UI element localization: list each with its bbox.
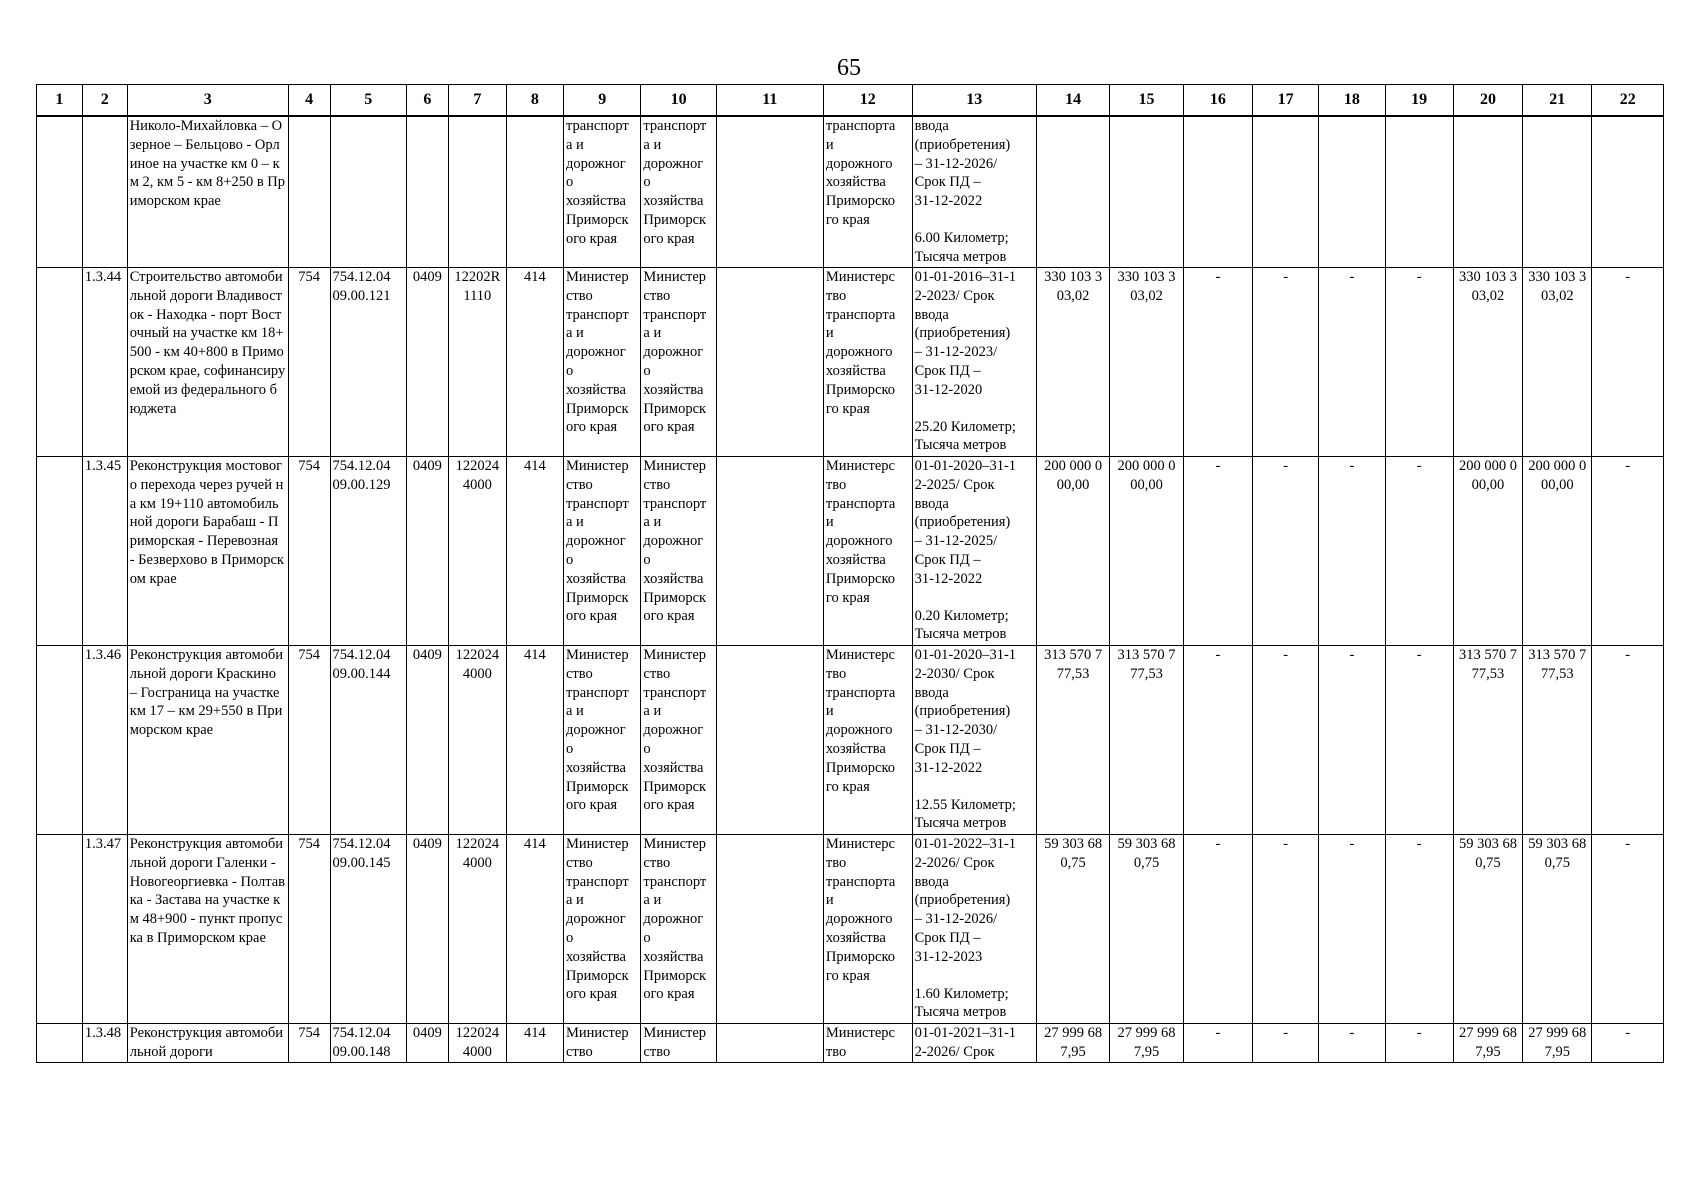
cell-customer: Министер ство bbox=[563, 1024, 640, 1063]
col-header: 10 bbox=[641, 85, 716, 117]
cell-dash bbox=[1385, 116, 1453, 268]
cell-dash: - bbox=[1385, 646, 1453, 835]
col-header: 17 bbox=[1253, 85, 1319, 117]
cell-type: 414 bbox=[506, 268, 563, 457]
cell-num bbox=[37, 1024, 83, 1063]
cell-customer: Министер ство транспорт а и дорожног о хозяйства Приморск ого края bbox=[563, 646, 640, 835]
dates-text: 01-01-2016–31-1 2-2023/ Срок ввода (приобретения) – 31-12-2023/ Срок ПД – 31-12-2020 bbox=[914, 269, 1017, 398]
cell-amount: 59 303 68 0,75 bbox=[1036, 835, 1109, 1024]
cell-target bbox=[448, 116, 506, 268]
table-row bbox=[37, 1024, 1664, 1063]
cell-dash: - bbox=[1253, 835, 1319, 1024]
cell-dash: - bbox=[1592, 835, 1664, 1024]
col-header: 11 bbox=[716, 85, 823, 117]
cell-section: 0409 bbox=[407, 835, 449, 1024]
cell-c11 bbox=[716, 1024, 823, 1063]
capacity-text: 6.00 Километр; Тысяча метров bbox=[914, 229, 1009, 265]
table-row bbox=[37, 646, 1664, 835]
cell-num bbox=[37, 835, 83, 1024]
cell-dash: - bbox=[1319, 457, 1385, 646]
cell-obj-code: 754.12.04 09.00.145 bbox=[330, 835, 406, 1024]
cell-code: 1.3.44 bbox=[82, 268, 127, 457]
cell-type: 414 bbox=[506, 1024, 563, 1063]
capacity-text: 12.55 Километр; Тысяча метров bbox=[914, 796, 1016, 832]
col-header: 7 bbox=[448, 85, 506, 117]
cell-amount: 330 103 3 03,02 bbox=[1110, 268, 1183, 457]
cell-dash: - bbox=[1319, 1024, 1385, 1063]
cell-developer: транспорт а и дорожног о хозяйства Приморск ого края bbox=[641, 116, 716, 268]
cell-owner: транспорта и дорожного хозяйства Приморско го края bbox=[823, 116, 912, 268]
cell-developer: Министер ство транспорт а и дорожног о хозяйства Приморск ого края bbox=[641, 646, 716, 835]
col-header: 21 bbox=[1523, 85, 1592, 117]
cell-dash: - bbox=[1183, 1024, 1252, 1063]
header-row bbox=[37, 85, 1664, 117]
dates-text: ввода (приобретения) – 31-12-2026/ Срок ПД – 31-12-2022 bbox=[914, 118, 1011, 210]
cell-target: 122024 4000 bbox=[448, 1024, 506, 1063]
col-header: 2 bbox=[82, 85, 127, 117]
cell-dash: - bbox=[1253, 1024, 1319, 1063]
cell-section: 0409 bbox=[407, 268, 449, 457]
cell-type: 414 bbox=[506, 835, 563, 1024]
cell-dash: - bbox=[1319, 268, 1385, 457]
cell-code: 1.3.48 bbox=[82, 1024, 127, 1063]
cell-amount: 200 000 0 00,00 bbox=[1523, 457, 1592, 646]
cell-dash bbox=[1183, 116, 1252, 268]
cell-type: 414 bbox=[506, 457, 563, 646]
col-header: 15 bbox=[1110, 85, 1183, 117]
cell-obj-code: 754.12.04 09.00.129 bbox=[330, 457, 406, 646]
col-header: 19 bbox=[1385, 85, 1453, 117]
cell-section: 0409 bbox=[407, 1024, 449, 1063]
cell-dates bbox=[912, 646, 1036, 835]
cell-developer: Министер ство транспорт а и дорожног о хозяйства Приморск ого края bbox=[641, 835, 716, 1024]
cell-num bbox=[37, 457, 83, 646]
cell-amount bbox=[1523, 116, 1592, 268]
cell-amount: 200 000 0 00,00 bbox=[1110, 457, 1183, 646]
cell-dash: - bbox=[1592, 268, 1664, 457]
cell-c11 bbox=[716, 646, 823, 835]
cell-dates bbox=[912, 835, 1036, 1024]
table-row bbox=[37, 116, 1664, 268]
cell-amount: 27 999 68 7,95 bbox=[1036, 1024, 1109, 1063]
cell-grbs: 754 bbox=[288, 646, 330, 835]
cell-code bbox=[82, 116, 127, 268]
cell-section: 0409 bbox=[407, 646, 449, 835]
cell-c11 bbox=[716, 268, 823, 457]
capacity-text: 0.20 Километр; Тысяча метров bbox=[914, 607, 1009, 643]
cell-grbs: 754 bbox=[288, 835, 330, 1024]
cell-developer: Министер ство транспорт а и дорожног о хозяйства Приморск ого края bbox=[641, 268, 716, 457]
cell-dash: - bbox=[1253, 268, 1319, 457]
cell-obj-code: 754.12.04 09.00.144 bbox=[330, 646, 406, 835]
cell-dates bbox=[912, 457, 1036, 646]
col-header: 9 bbox=[563, 85, 640, 117]
cell-num bbox=[37, 646, 83, 835]
cell-dash: - bbox=[1183, 835, 1252, 1024]
cell-amount: 59 303 68 0,75 bbox=[1453, 835, 1522, 1024]
cell-c11 bbox=[716, 116, 823, 268]
cell-grbs bbox=[288, 116, 330, 268]
col-header: 5 bbox=[330, 85, 406, 117]
cell-code: 1.3.47 bbox=[82, 835, 127, 1024]
cell-dash: - bbox=[1183, 268, 1252, 457]
cell-code: 1.3.46 bbox=[82, 646, 127, 835]
cell-owner: Министерс тво транспорта и дорожного хозяйства Приморско го края bbox=[823, 268, 912, 457]
cell-dash: - bbox=[1253, 457, 1319, 646]
col-header: 8 bbox=[506, 85, 563, 117]
cell-obj-code: 754.12.04 09.00.148 bbox=[330, 1024, 406, 1063]
cell-num bbox=[37, 268, 83, 457]
cell-dash bbox=[1253, 116, 1319, 268]
cell-dash: - bbox=[1183, 457, 1252, 646]
cell-dash: - bbox=[1592, 646, 1664, 835]
cell-amount bbox=[1453, 116, 1522, 268]
cell-amount: 313 570 7 77,53 bbox=[1523, 646, 1592, 835]
cell-object: Реконструкция мостового перехода через ручей на км 19+110 автомобильной дороги Барабаш - Приморская - Перевозная - Безверхово в Приморском крае bbox=[127, 457, 288, 646]
col-header: 12 bbox=[823, 85, 912, 117]
col-header: 4 bbox=[288, 85, 330, 117]
cell-amount: 330 103 3 03,02 bbox=[1036, 268, 1109, 457]
cell-dash: - bbox=[1385, 457, 1453, 646]
col-header: 20 bbox=[1453, 85, 1522, 117]
cell-amount: 200 000 0 00,00 bbox=[1453, 457, 1522, 646]
col-header: 18 bbox=[1319, 85, 1385, 117]
table-row bbox=[37, 268, 1664, 457]
cell-customer: Министер ство транспорт а и дорожног о хозяйства Приморск ого края bbox=[563, 457, 640, 646]
capacity-text: 25.20 Километр; Тысяча метров bbox=[914, 418, 1016, 454]
col-header: 3 bbox=[127, 85, 288, 117]
data-table bbox=[36, 84, 1664, 1063]
dates-text: 01-01-2022–31-1 2-2026/ Срок ввода (приобретения) – 31-12-2026/ Срок ПД – 31-12-2023 bbox=[914, 836, 1017, 965]
cell-section bbox=[407, 116, 449, 268]
cell-object: Реконструкция автомобильной дороги bbox=[127, 1024, 288, 1063]
col-header: 14 bbox=[1036, 85, 1109, 117]
cell-dash: - bbox=[1319, 646, 1385, 835]
table-row bbox=[37, 835, 1664, 1024]
cell-obj-code bbox=[330, 116, 406, 268]
cell-object: Строительство автомобильной дороги Владивосток - Находка - порт Восточный на участке км 18+500 - км 40+800 в Приморском крае, софинансируемой из федерального бюджета bbox=[127, 268, 288, 457]
cell-customer: Министер ство транспорт а и дорожног о хозяйства Приморск ого края bbox=[563, 268, 640, 457]
cell-amount: 59 303 68 0,75 bbox=[1523, 835, 1592, 1024]
cell-owner: Министерс тво транспорта и дорожного хозяйства Приморско го края bbox=[823, 835, 912, 1024]
cell-c11 bbox=[716, 835, 823, 1024]
cell-dates bbox=[912, 116, 1036, 268]
cell-dash: - bbox=[1183, 646, 1252, 835]
cell-developer: Министер ство bbox=[641, 1024, 716, 1063]
cell-owner: Министерс тво bbox=[823, 1024, 912, 1063]
cell-num bbox=[37, 116, 83, 268]
cell-object: Николо-Михайловка – Озерное – Бельцово - Орлиное на участке км 0 – км 2, км 5 - км 8+250 в Приморском крае bbox=[127, 116, 288, 268]
cell-developer: Министер ство транспорт а и дорожног о хозяйства Приморск ого края bbox=[641, 457, 716, 646]
cell-amount bbox=[1036, 116, 1109, 268]
cell-dash: - bbox=[1592, 1024, 1664, 1063]
cell-dash bbox=[1319, 116, 1385, 268]
dates-text: 01-01-2021–31-1 2-2026/ Срок bbox=[914, 1025, 1017, 1060]
col-header: 6 bbox=[407, 85, 449, 117]
cell-target: 122024 4000 bbox=[448, 646, 506, 835]
cell-dash: - bbox=[1592, 457, 1664, 646]
cell-obj-code: 754.12.04 09.00.121 bbox=[330, 268, 406, 457]
col-header: 16 bbox=[1183, 85, 1252, 117]
cell-amount: 313 570 7 77,53 bbox=[1110, 646, 1183, 835]
cell-section: 0409 bbox=[407, 457, 449, 646]
cell-amount: 313 570 7 77,53 bbox=[1453, 646, 1522, 835]
cell-dash: - bbox=[1319, 835, 1385, 1024]
cell-amount: 200 000 0 00,00 bbox=[1036, 457, 1109, 646]
cell-owner: Министерс тво транспорта и дорожного хозяйства Приморско го края bbox=[823, 457, 912, 646]
cell-target: 12202R 1110 bbox=[448, 268, 506, 457]
cell-object: Реконструкция автомобильной дороги Краскино – Госграница на участке км 17 – км 29+550 в Приморском крае bbox=[127, 646, 288, 835]
cell-dash bbox=[1592, 116, 1664, 268]
cell-amount: 27 999 68 7,95 bbox=[1110, 1024, 1183, 1063]
col-header: 22 bbox=[1592, 85, 1664, 117]
cell-customer: транспорт а и дорожног о хозяйства Приморск ого края bbox=[563, 116, 640, 268]
cell-amount: 330 103 3 03,02 bbox=[1453, 268, 1522, 457]
cell-code: 1.3.45 bbox=[82, 457, 127, 646]
cell-amount: 27 999 68 7,95 bbox=[1453, 1024, 1522, 1063]
cell-amount: 59 303 68 0,75 bbox=[1110, 835, 1183, 1024]
cell-target: 122024 4000 bbox=[448, 457, 506, 646]
cell-amount: 27 999 68 7,95 bbox=[1523, 1024, 1592, 1063]
cell-customer: Министер ство транспорт а и дорожног о хозяйства Приморск ого края bbox=[563, 835, 640, 1024]
cell-amount: 313 570 7 77,53 bbox=[1036, 646, 1109, 835]
cell-owner: Министерс тво транспорта и дорожного хозяйства Приморско го края bbox=[823, 646, 912, 835]
cell-dash: - bbox=[1385, 835, 1453, 1024]
page-number: 65 bbox=[837, 55, 861, 81]
cell-grbs: 754 bbox=[288, 1024, 330, 1063]
cell-type: 414 bbox=[506, 646, 563, 835]
cell-c11 bbox=[716, 457, 823, 646]
dates-text: 01-01-2020–31-1 2-2025/ Срок ввода (приобретения) – 31-12-2025/ Срок ПД – 31-12-2022 bbox=[914, 458, 1017, 587]
cell-object: Реконструкция автомобильной дороги Галенки - Новогеоргиевка - Полтавка - Застава на участке км 48+900 - пункт пропуска в Приморском крае bbox=[127, 835, 288, 1024]
cell-dash: - bbox=[1385, 1024, 1453, 1063]
cell-dash: - bbox=[1253, 646, 1319, 835]
cell-type bbox=[506, 116, 563, 268]
cell-target: 122024 4000 bbox=[448, 835, 506, 1024]
cell-dash: - bbox=[1385, 268, 1453, 457]
cell-grbs: 754 bbox=[288, 457, 330, 646]
cell-grbs: 754 bbox=[288, 268, 330, 457]
dates-text: 01-01-2020–31-1 2-2030/ Срок ввода (приобретения) – 31-12-2030/ Срок ПД – 31-12-2022 bbox=[914, 647, 1017, 776]
cell-amount bbox=[1110, 116, 1183, 268]
capacity-text: 1.60 Километр; Тысяча метров bbox=[914, 985, 1009, 1021]
col-header: 1 bbox=[37, 85, 83, 117]
cell-dates bbox=[912, 268, 1036, 457]
cell-dates bbox=[912, 1024, 1036, 1063]
cell-amount: 330 103 3 03,02 bbox=[1523, 268, 1592, 457]
col-header: 13 bbox=[912, 85, 1036, 117]
table-row bbox=[37, 457, 1664, 646]
